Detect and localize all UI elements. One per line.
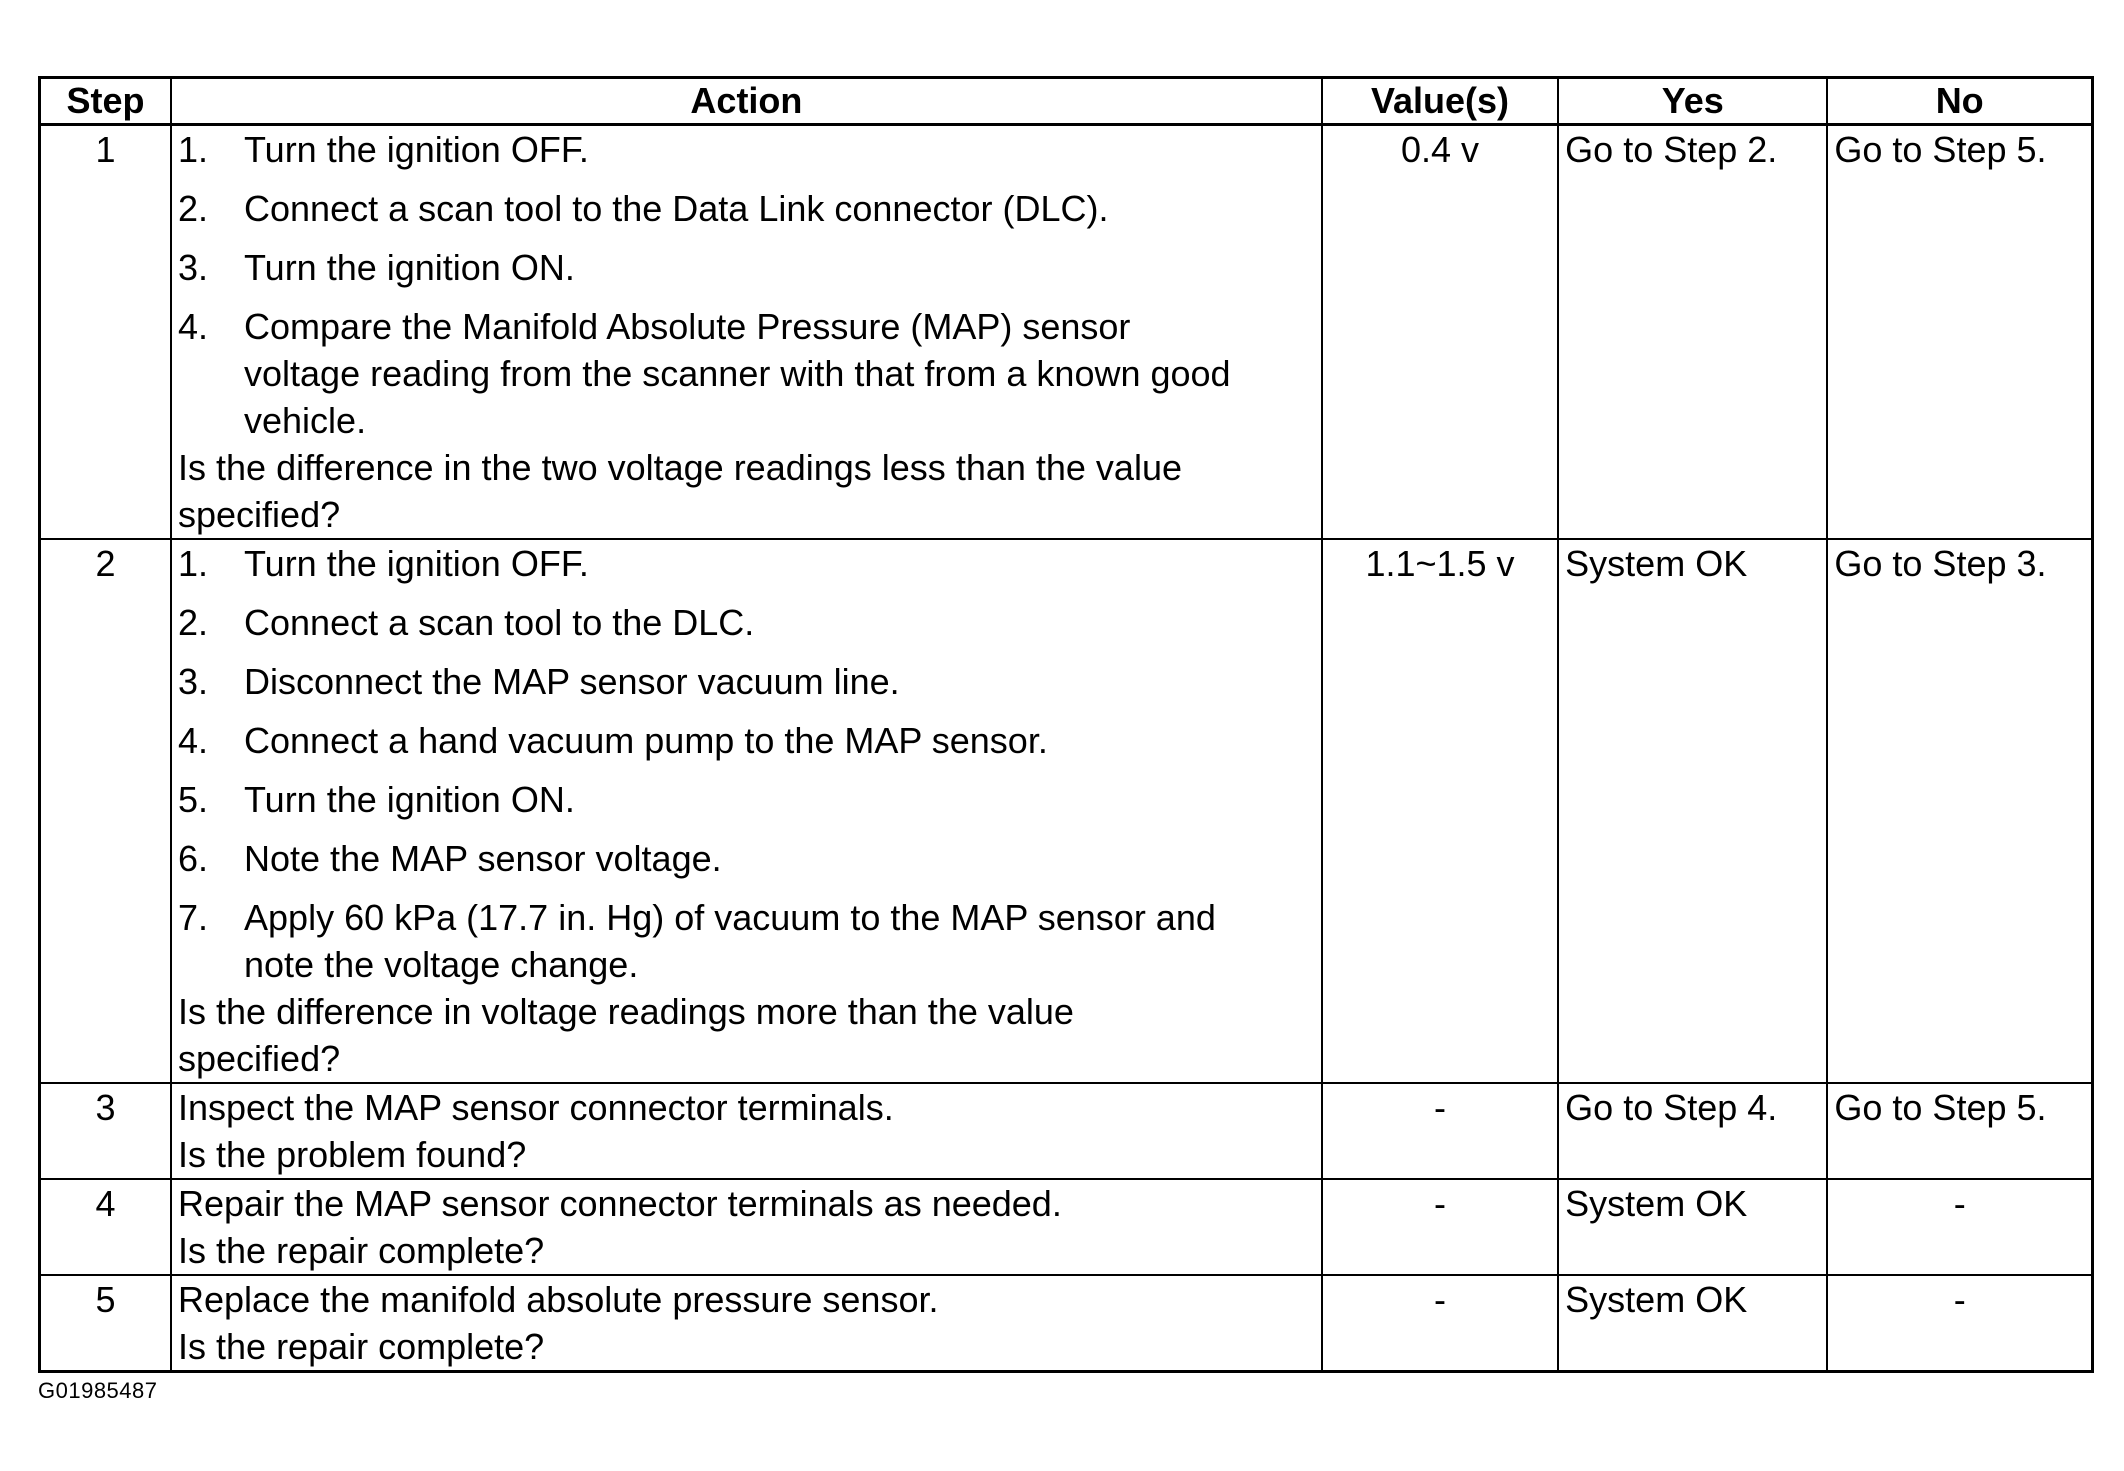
action-question: Is the repair complete? <box>178 1230 545 1271</box>
step-number: 1 <box>40 125 172 540</box>
item-text: Turn the ignition ON. <box>244 779 575 820</box>
table-row <box>40 1179 2093 1275</box>
action-text: Replace the manifold absolute pressure sensor. <box>178 1279 939 1320</box>
action-question: Is the difference in the two voltage readings less than the value specified? <box>178 447 1182 535</box>
action-question: Is the repair complete? <box>178 1326 545 1367</box>
figure-id: G01985487 <box>38 1378 158 1403</box>
item-text: Compare the Manifold Absolute Pressure (MAP) sensor voltage reading from the scanner with that from a known good vehicle. <box>244 306 1231 441</box>
header-no: No <box>1827 78 2092 125</box>
action-list <box>178 126 1315 444</box>
step-number: 4 <box>40 1179 172 1275</box>
no-cell: - <box>1827 1179 2092 1275</box>
header-yes: Yes <box>1558 78 1827 125</box>
action-cell <box>171 1083 1322 1179</box>
yes-cell: System OK <box>1558 1179 1827 1275</box>
action-cell <box>171 1179 1322 1275</box>
header-row <box>40 78 2093 125</box>
action-cell <box>171 125 1322 540</box>
step-number: 5 <box>40 1275 172 1372</box>
no-cell: Go to Step 5. <box>1827 1083 2092 1179</box>
table-row <box>40 1275 2093 1372</box>
list-item <box>178 540 1315 587</box>
action-question: Is the problem found? <box>178 1134 527 1175</box>
item-number: 3. <box>178 661 209 702</box>
list-item <box>178 658 1315 705</box>
value-cell: - <box>1322 1179 1558 1275</box>
no-cell: Go to Step 5. <box>1827 125 2092 540</box>
yes-cell: System OK <box>1558 539 1827 1083</box>
item-number: 6. <box>178 838 209 879</box>
item-text: Disconnect the MAP sensor vacuum line. <box>244 661 900 702</box>
list-item <box>178 185 1315 232</box>
item-text: Connect a hand vacuum pump to the MAP sensor. <box>244 720 1048 761</box>
list-item <box>178 776 1315 823</box>
no-cell: Go to Step 3. <box>1827 539 2092 1083</box>
action-cell <box>171 1275 1322 1372</box>
item-text: Apply 60 kPa (17.7 in. Hg) of vacuum to the MAP sensor and note the voltage change. <box>244 897 1216 985</box>
item-text: Turn the ignition ON. <box>244 247 575 288</box>
list-item <box>178 717 1315 764</box>
action-question: Is the difference in voltage readings more than the value specified? <box>178 991 1074 1079</box>
header-step: Step <box>40 78 172 125</box>
action-list <box>178 540 1315 988</box>
step-number: 3 <box>40 1083 172 1179</box>
item-number: 4. <box>178 720 209 761</box>
item-text: Connect a scan tool to the DLC. <box>244 602 755 643</box>
item-number: 1. <box>178 129 209 170</box>
item-number: 5. <box>178 779 209 820</box>
list-item <box>178 835 1315 882</box>
list-item <box>178 894 1315 988</box>
yes-cell: Go to Step 2. <box>1558 125 1827 540</box>
item-text: Connect a scan tool to the Data Link connector (DLC). <box>244 188 1109 229</box>
item-number: 2. <box>178 188 209 229</box>
value-cell: 0.4 v <box>1322 125 1558 540</box>
value-cell: - <box>1322 1275 1558 1372</box>
item-text: Turn the ignition OFF. <box>244 543 589 584</box>
list-item <box>178 244 1315 291</box>
item-number: 3. <box>178 247 209 288</box>
no-cell: - <box>1827 1275 2092 1372</box>
value-cell: 1.1~1.5 v <box>1322 539 1558 1083</box>
action-cell <box>171 539 1322 1083</box>
header-action: Action <box>171 78 1322 125</box>
header-values: Value(s) <box>1322 78 1558 125</box>
list-item <box>178 599 1315 646</box>
list-item <box>178 126 1315 173</box>
list-item <box>178 303 1315 444</box>
table-row <box>40 125 2093 540</box>
item-number: 2. <box>178 602 209 643</box>
yes-cell: System OK <box>1558 1275 1827 1372</box>
action-text: Inspect the MAP sensor connector terminals. <box>178 1087 894 1128</box>
item-text: Turn the ignition OFF. <box>244 129 589 170</box>
item-number: 7. <box>178 897 209 938</box>
item-number: 4. <box>178 306 209 347</box>
yes-cell: Go to Step 4. <box>1558 1083 1827 1179</box>
value-cell: - <box>1322 1083 1558 1179</box>
table-row <box>40 539 2093 1083</box>
action-text: Repair the MAP sensor connector terminals as needed. <box>178 1183 1062 1224</box>
table-row <box>40 1083 2093 1179</box>
item-text: Note the MAP sensor voltage. <box>244 838 722 879</box>
diagnostic-table <box>38 76 2094 1373</box>
item-number: 1. <box>178 543 209 584</box>
step-number: 2 <box>40 539 172 1083</box>
